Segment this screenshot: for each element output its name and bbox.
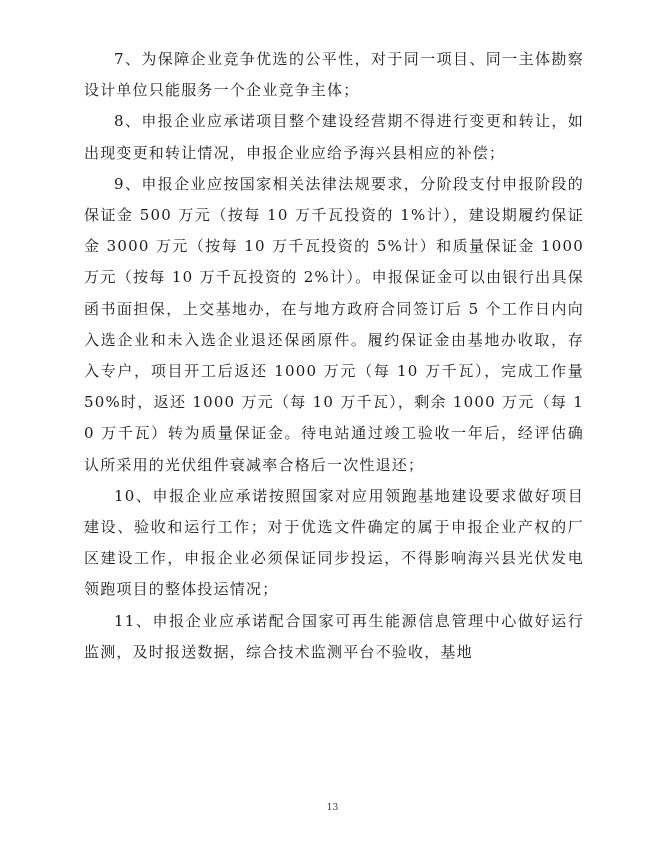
clause-10-paragraph: 10、申报企业应承诺按照国家对应用领跑基地建设要求做好项目建设、验收和运行工作；对于优选文件确定的属于申报企业产权的厂区建设工作，申报企业必须保证同步投运，不得影响海兴县光伏发电领跑项目的整体投运情况；	[84, 486, 584, 599]
page-number: 13	[326, 803, 339, 813]
clause-8-paragraph: 8、申报企业应承诺项目整个建设经营期不得进行变更和转让，如出现变更和转让情况，申报企业应给予海兴县相应的补偿；	[84, 112, 584, 162]
clause-11-paragraph: 11、申报企业应承诺配合国家可再生能源信息管理中心做好运行监测，及时报送数据，综合技术监测平台不验收，基地	[84, 611, 584, 661]
clause-9-paragraph: 9、申报企业应按国家相关法律法规要求，分阶段支付申报阶段的保证金 500 万元（按每 10 万千瓦投资的 1%计），建设期履约保证金 3000 万元（按每 10 万千瓦投资的 5%计）和质量保证金 1000 万元（按每 10 万千瓦投资的 2%计）。申报保证金可以由银行出具保函书面担保，上交基地办，在与地方政府合同签订后 5 个工作日内向入选企业和未入选企业退还保函原件。履约保证金由基地办收取，存入专户，项目开工后返还 1000 万元（每 10 万千瓦），完成工作量 50%时，返还 1000 万元（每 10 万千瓦），剩余 1000 万元（每 10 万千瓦）转为质量保证金。待电站通过竣工验收一年后，经评估确认所采用的光伏组件衰减率合格后一次性退还；	[84, 174, 584, 474]
clause-7-paragraph: 7、为保障企业竞争优选的公平性，对于同一项目、同一主体勘察设计单位只能服务一个企业竞争主体；	[84, 50, 584, 100]
document-body	[84, 44, 584, 668]
